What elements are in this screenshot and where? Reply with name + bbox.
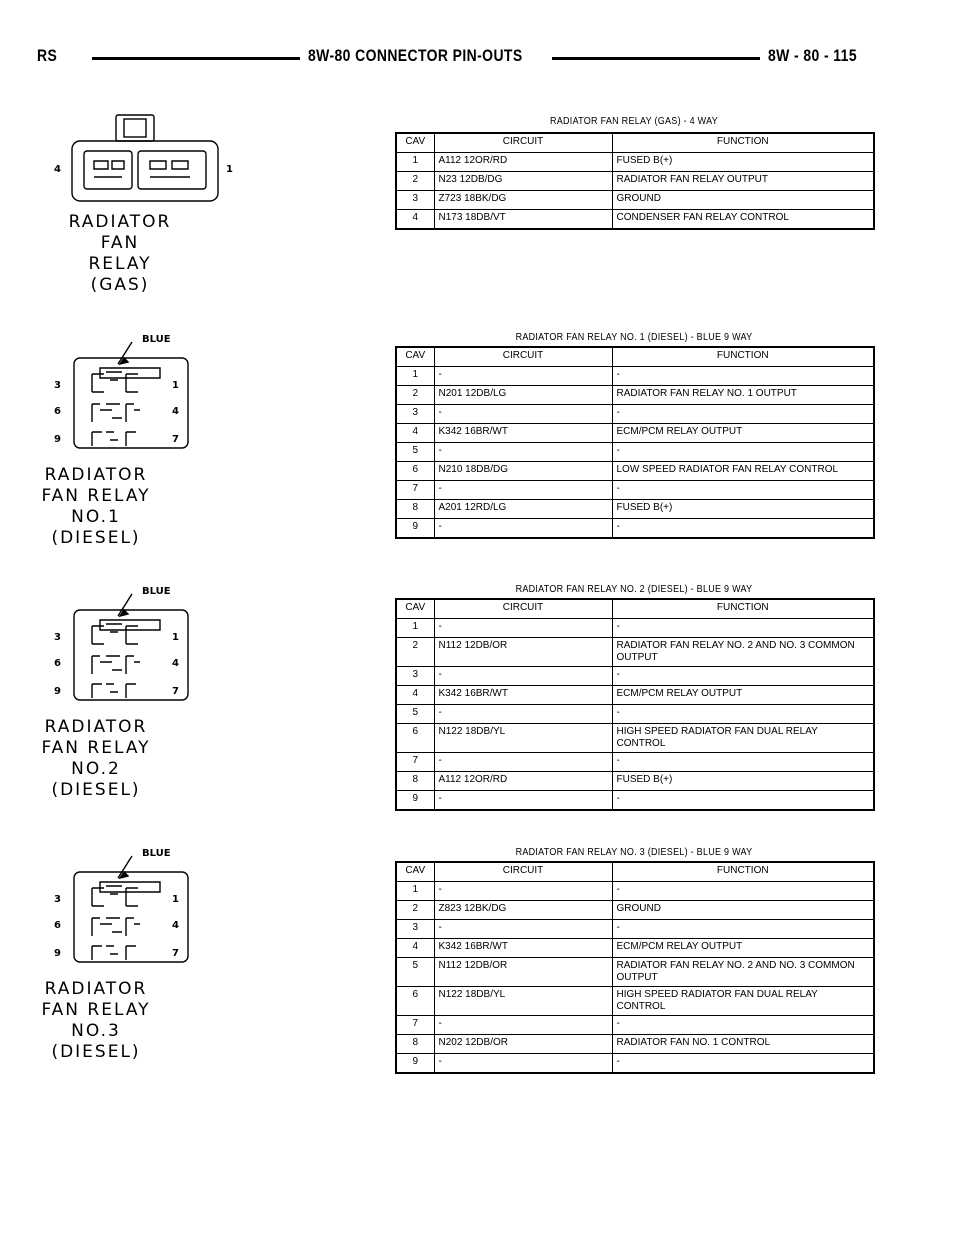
connector-name-line: (DIESEL): [51, 1042, 141, 1062]
function-cell: -: [612, 619, 874, 638]
table-row: [396, 901, 874, 920]
col-header-circuit: CIRCUIT: [434, 599, 612, 619]
function-cell: -: [612, 481, 874, 500]
housing-color-label: BLUE: [142, 334, 171, 345]
col-header-cav: CAV: [396, 599, 434, 619]
connector-name-line: RADIATOR: [44, 717, 148, 737]
cav-cell: 8: [396, 1035, 434, 1054]
relay-9way-connector-icon: [54, 580, 234, 710]
circuit-cell: A112 12OR/RD: [434, 772, 612, 791]
cav-cell: 9: [396, 1054, 434, 1074]
function-cell: -: [612, 367, 874, 386]
circuit-cell: Z823 12BK/DG: [434, 901, 612, 920]
circuit-cell: K342 16BR/WT: [434, 939, 612, 958]
pin-label: 9: [54, 686, 61, 697]
cav-cell: 2: [396, 901, 434, 920]
header-rule-right: [552, 57, 760, 60]
table-row: [396, 386, 874, 405]
function-cell: RADIATOR FAN RELAY OUTPUT: [612, 172, 874, 191]
pinout-table: [395, 132, 875, 230]
connector-name-line: (DIESEL): [51, 528, 141, 548]
function-cell: HIGH SPEED RADIATOR FAN DUAL RELAY CONTROL: [612, 987, 874, 1016]
function-cell: FUSED B(+): [612, 772, 874, 791]
function-cell: GROUND: [612, 191, 874, 210]
table-row: [396, 519, 874, 539]
pin-label: 4: [172, 920, 179, 931]
connector-name: [6, 979, 186, 1063]
pin-label-left: 4: [54, 164, 61, 175]
pinout-table: [395, 861, 875, 1074]
cav-cell: 2: [396, 638, 434, 667]
connector-diagram: [54, 842, 234, 972]
cav-cell: 3: [396, 405, 434, 424]
cav-cell: 9: [396, 791, 434, 811]
table-header-row: [396, 133, 874, 153]
circuit-cell: -: [434, 443, 612, 462]
col-header-circuit: CIRCUIT: [434, 862, 612, 882]
table-title: RADIATOR FAN RELAY NO. 3 (DIESEL) - BLUE 9 WAY: [515, 847, 753, 858]
pin-label: 3: [54, 380, 61, 391]
connector-diagram: [54, 328, 234, 458]
connector-name: [6, 465, 186, 549]
connector-name-line: RADIATOR: [44, 979, 148, 999]
table-row: [396, 500, 874, 519]
circuit-cell: -: [434, 619, 612, 638]
page-header: [0, 0, 960, 80]
table-row: [396, 958, 874, 987]
circuit-cell: -: [434, 519, 612, 539]
circuit-cell: N23 12DB/DG: [434, 172, 612, 191]
col-header-function: FUNCTION: [612, 862, 874, 882]
connector-diagram: [54, 105, 234, 215]
connector-name-line: FAN RELAY: [41, 486, 151, 506]
connector-name-line: FAN RELAY: [41, 738, 151, 758]
connector-name: [30, 212, 210, 296]
circuit-cell: -: [434, 1016, 612, 1035]
cav-cell: 2: [396, 172, 434, 191]
pin-label-right: 1: [226, 164, 233, 175]
circuit-cell: K342 16BR/WT: [434, 686, 612, 705]
circuit-cell: -: [434, 705, 612, 724]
cav-cell: 7: [396, 753, 434, 772]
function-cell: HIGH SPEED RADIATOR FAN DUAL RELAY CONTROL: [612, 724, 874, 753]
table-row: [396, 791, 874, 811]
pin-label: 3: [54, 894, 61, 905]
table-row: [396, 367, 874, 386]
connector-name-line: NO.1: [71, 507, 121, 527]
cav-cell: 4: [396, 939, 434, 958]
cav-cell: 3: [396, 920, 434, 939]
function-cell: -: [612, 882, 874, 901]
cav-cell: 5: [396, 958, 434, 987]
cav-cell: 4: [396, 424, 434, 443]
table-row: [396, 1035, 874, 1054]
pin-label: 1: [172, 894, 179, 905]
cav-cell: 5: [396, 443, 434, 462]
housing-color-label: BLUE: [142, 848, 171, 859]
circuit-cell: A112 12OR/RD: [434, 153, 612, 172]
connector-name: [6, 717, 186, 801]
pin-label: 4: [172, 658, 179, 669]
function-cell: RADIATOR FAN RELAY NO. 2 AND NO. 3 COMMON OUTPUT: [612, 958, 874, 987]
function-cell: GROUND: [612, 901, 874, 920]
table-row: [396, 405, 874, 424]
function-cell: -: [612, 405, 874, 424]
function-cell: FUSED B(+): [612, 153, 874, 172]
connector-name-line: (DIESEL): [51, 780, 141, 800]
header-title: 8W-80 CONNECTOR PIN-OUTS: [308, 46, 523, 65]
function-cell: RADIATOR FAN NO. 1 CONTROL: [612, 1035, 874, 1054]
circuit-cell: -: [434, 667, 612, 686]
col-header-function: FUNCTION: [612, 347, 874, 367]
cav-cell: 4: [396, 686, 434, 705]
table-row: [396, 1016, 874, 1035]
cav-cell: 6: [396, 987, 434, 1016]
connector-name-line: NO.3: [71, 1021, 121, 1041]
table-row: [396, 724, 874, 753]
function-cell: -: [612, 1016, 874, 1035]
pin-label: 1: [172, 380, 179, 391]
function-cell: -: [612, 443, 874, 462]
cav-cell: 8: [396, 772, 434, 791]
table-title: RADIATOR FAN RELAY NO. 1 (DIESEL) - BLUE 9 WAY: [515, 332, 753, 343]
connector-name-line: (GAS): [90, 275, 150, 295]
function-cell: -: [612, 753, 874, 772]
circuit-cell: -: [434, 920, 612, 939]
table-row: [396, 210, 874, 230]
function-cell: LOW SPEED RADIATOR FAN RELAY CONTROL: [612, 462, 874, 481]
connector-diagram: [54, 580, 234, 710]
circuit-cell: N112 12DB/OR: [434, 638, 612, 667]
table-row: [396, 939, 874, 958]
pin-label: 9: [54, 948, 61, 959]
col-header-cav: CAV: [396, 347, 434, 367]
connector-name-line: RADIATOR: [44, 465, 148, 485]
cav-cell: 4: [396, 210, 434, 230]
table-row: [396, 462, 874, 481]
pin-label: 9: [54, 434, 61, 445]
connector-name-line: RADIATOR: [68, 212, 172, 232]
header-left: RS: [37, 46, 58, 65]
table-row: [396, 443, 874, 462]
col-header-function: FUNCTION: [612, 599, 874, 619]
table-header-row: [396, 862, 874, 882]
table-header-row: [396, 599, 874, 619]
col-header-circuit: CIRCUIT: [434, 133, 612, 153]
function-cell: ECM/PCM RELAY OUTPUT: [612, 424, 874, 443]
pin-label: 6: [54, 658, 61, 669]
function-cell: -: [612, 667, 874, 686]
circuit-cell: N210 18DB/DG: [434, 462, 612, 481]
pin-label: 3: [54, 632, 61, 643]
table-row: [396, 882, 874, 901]
table-row: [396, 638, 874, 667]
pin-label: 7: [172, 948, 179, 959]
pin-label: 7: [172, 686, 179, 697]
table-row: [396, 667, 874, 686]
pin-label: 6: [54, 920, 61, 931]
cav-cell: 6: [396, 462, 434, 481]
connector-name-line: FAN RELAY: [41, 1000, 151, 1020]
cav-cell: 1: [396, 367, 434, 386]
circuit-cell: -: [434, 753, 612, 772]
table-header-row: [396, 347, 874, 367]
table-row: [396, 705, 874, 724]
cav-cell: 8: [396, 500, 434, 519]
table-row: [396, 172, 874, 191]
pinout-table: [395, 598, 875, 811]
cav-cell: 9: [396, 519, 434, 539]
cav-cell: 5: [396, 705, 434, 724]
col-header-cav: CAV: [396, 862, 434, 882]
circuit-cell: N122 18DB/YL: [434, 724, 612, 753]
cav-cell: 1: [396, 619, 434, 638]
table-row: [396, 481, 874, 500]
relay-9way-connector-icon: [54, 328, 234, 458]
table-row: [396, 153, 874, 172]
pin-label: 1: [172, 632, 179, 643]
cav-cell: 1: [396, 153, 434, 172]
function-cell: -: [612, 519, 874, 539]
function-cell: RADIATOR FAN RELAY NO. 2 AND NO. 3 COMMON OUTPUT: [612, 638, 874, 667]
circuit-cell: -: [434, 367, 612, 386]
col-header-cav: CAV: [396, 133, 434, 153]
relay-4way-connector-icon: [54, 105, 234, 215]
col-header-circuit: CIRCUIT: [434, 347, 612, 367]
circuit-cell: -: [434, 1054, 612, 1074]
pin-label: 4: [172, 406, 179, 417]
cav-cell: 2: [396, 386, 434, 405]
table-row: [396, 191, 874, 210]
function-cell: ECM/PCM RELAY OUTPUT: [612, 686, 874, 705]
circuit-cell: -: [434, 405, 612, 424]
col-header-function: FUNCTION: [612, 133, 874, 153]
cav-cell: 6: [396, 724, 434, 753]
cav-cell: 3: [396, 667, 434, 686]
connector-name-line: NO.2: [71, 759, 121, 779]
table-row: [396, 686, 874, 705]
circuit-cell: N112 12DB/OR: [434, 958, 612, 987]
table-row: [396, 753, 874, 772]
pin-label: 7: [172, 434, 179, 445]
header-page-number: 8W - 80 - 115: [768, 46, 858, 65]
connector-name-line: FAN: [100, 233, 140, 253]
table-row: [396, 772, 874, 791]
table-title: RADIATOR FAN RELAY (GAS) - 4 WAY: [549, 116, 718, 127]
circuit-cell: N201 12DB/LG: [434, 386, 612, 405]
function-cell: -: [612, 920, 874, 939]
cav-cell: 3: [396, 191, 434, 210]
function-cell: CONDENSER FAN RELAY CONTROL: [612, 210, 874, 230]
table-title: RADIATOR FAN RELAY NO. 2 (DIESEL) - BLUE 9 WAY: [515, 584, 753, 595]
function-cell: RADIATOR FAN RELAY NO. 1 OUTPUT: [612, 386, 874, 405]
function-cell: -: [612, 1054, 874, 1074]
circuit-cell: K342 16BR/WT: [434, 424, 612, 443]
table-row: [396, 619, 874, 638]
cav-cell: 7: [396, 481, 434, 500]
circuit-cell: -: [434, 791, 612, 811]
cav-cell: 7: [396, 1016, 434, 1035]
circuit-cell: N202 12DB/OR: [434, 1035, 612, 1054]
circuit-cell: Z723 18BK/DG: [434, 191, 612, 210]
function-cell: -: [612, 791, 874, 811]
function-cell: FUSED B(+): [612, 500, 874, 519]
circuit-cell: N173 18DB/VT: [434, 210, 612, 230]
connector-name-line: RELAY: [88, 254, 152, 274]
pinout-table: [395, 346, 875, 539]
table-row: [396, 1054, 874, 1074]
header-rule-left: [92, 57, 300, 60]
circuit-cell: -: [434, 481, 612, 500]
table-row: [396, 987, 874, 1016]
circuit-cell: A201 12RD/LG: [434, 500, 612, 519]
circuit-cell: N122 18DB/YL: [434, 987, 612, 1016]
function-cell: ECM/PCM RELAY OUTPUT: [612, 939, 874, 958]
function-cell: -: [612, 705, 874, 724]
circuit-cell: -: [434, 882, 612, 901]
housing-color-label: BLUE: [142, 586, 171, 597]
cav-cell: 1: [396, 882, 434, 901]
table-row: [396, 424, 874, 443]
relay-9way-connector-icon: [54, 842, 234, 972]
pin-label: 6: [54, 406, 61, 417]
table-row: [396, 920, 874, 939]
